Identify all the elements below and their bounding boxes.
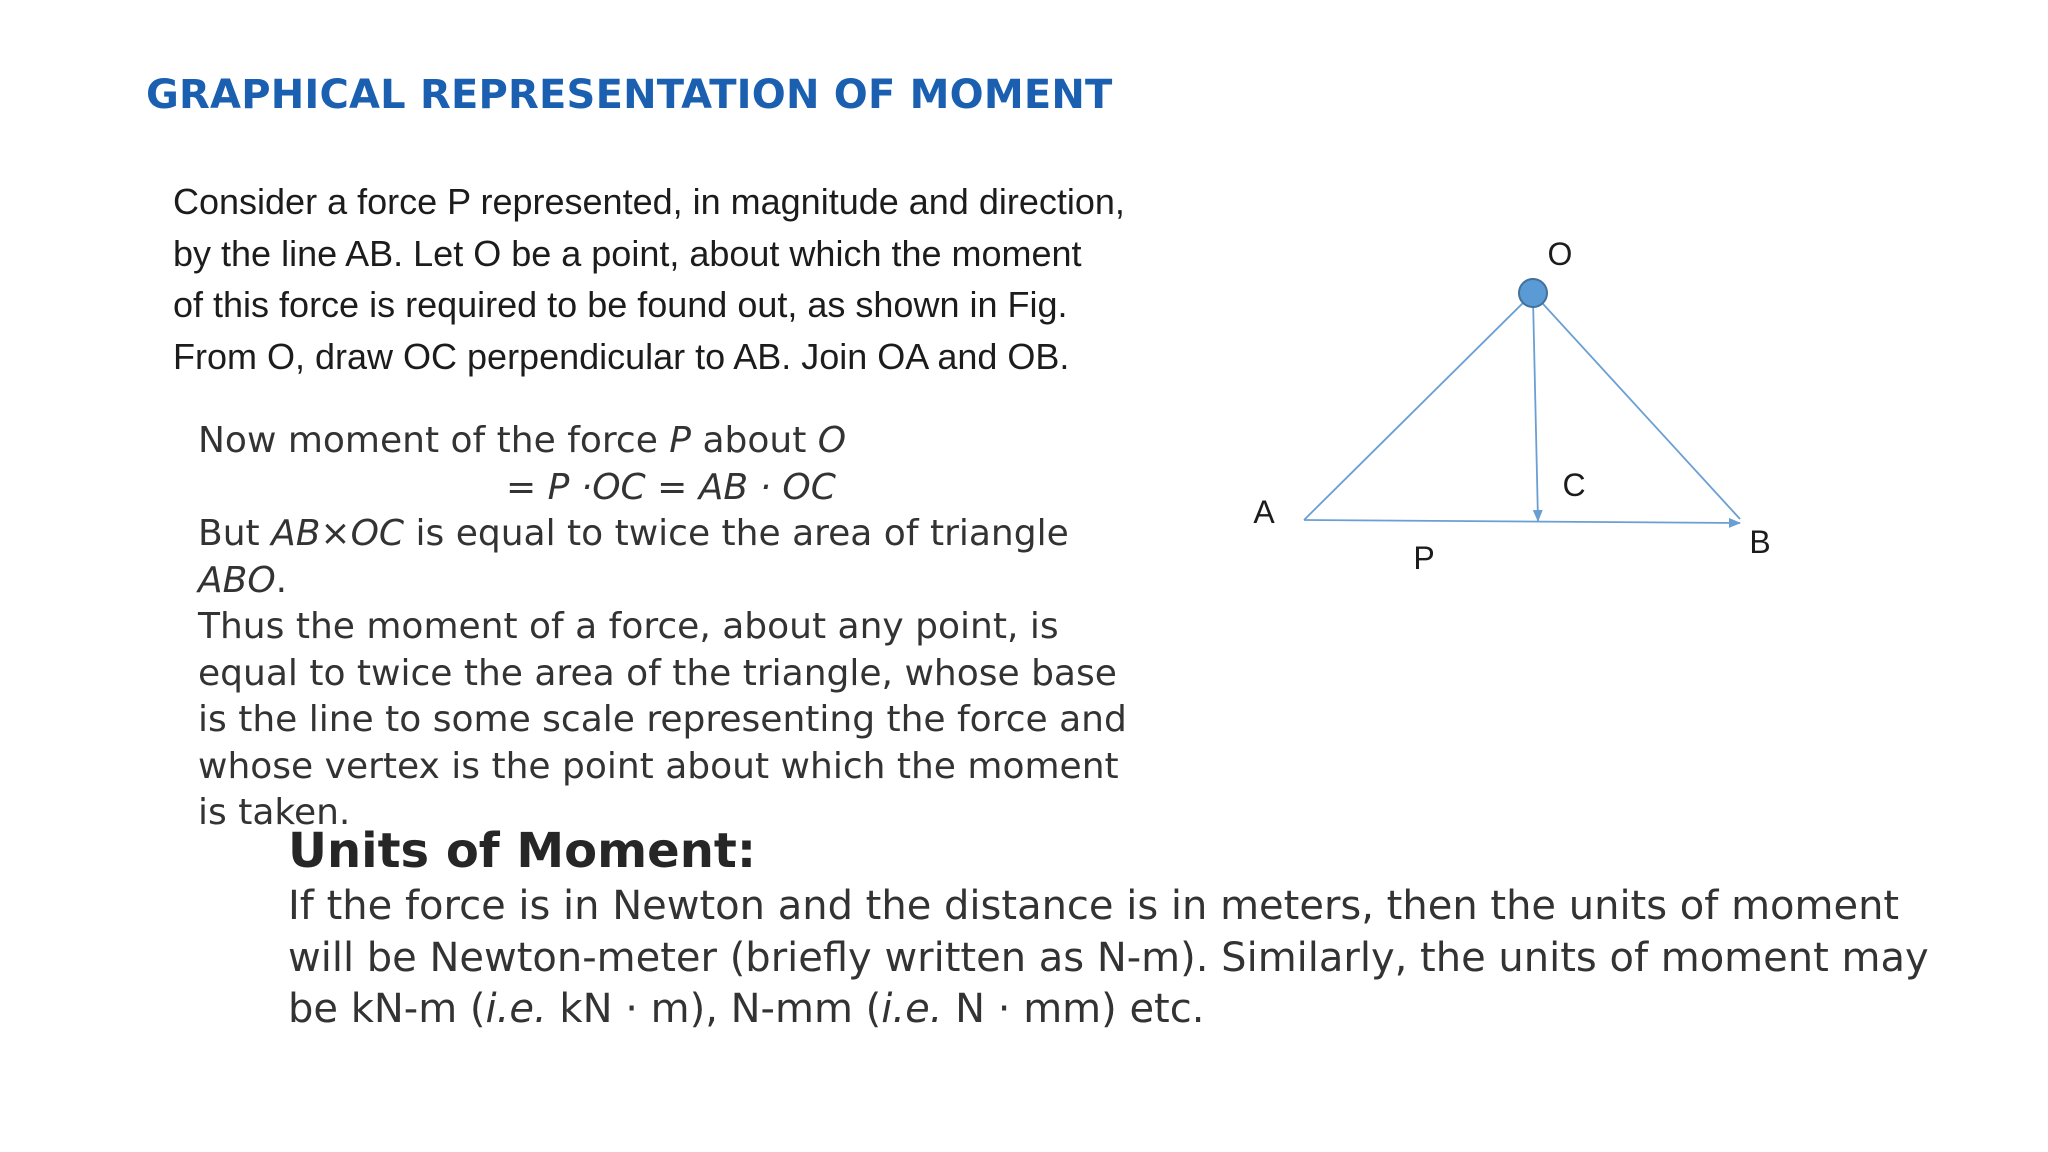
moment-text: But (198, 513, 272, 554)
intro-line: by the line AB. Let O be a point, about which the moment (173, 232, 1082, 274)
moment-equation (198, 465, 1158, 512)
moment-line: whose vertex is the point about which the moment (198, 745, 1119, 787)
units-line: If the force is in Newton and the distance is in meters, then the units of moment (288, 883, 1900, 929)
var-o: O (817, 420, 847, 461)
label-b: B (1749, 524, 1771, 560)
moment-line: is the line to some scale representing the force and (198, 699, 1127, 740)
moment-line (198, 511, 1158, 558)
moment-explanation (198, 418, 1158, 837)
line-oa (1304, 293, 1533, 520)
times-sign: × (320, 513, 351, 554)
moment-line (198, 558, 1158, 605)
point-o (1519, 279, 1547, 307)
label-a: A (1253, 494, 1275, 530)
moment-triangle-diagram (1220, 230, 1800, 600)
label-c: C (1562, 467, 1586, 503)
moment-line (198, 418, 1158, 465)
moment-line: equal to twice the area of the triangle, whose base (198, 652, 1117, 694)
var-p: P (669, 420, 692, 461)
moment-text: about (691, 420, 818, 461)
units-heading: Units of Moment: (288, 823, 757, 879)
var-ab: AB (271, 513, 321, 554)
units-line (288, 984, 2008, 1036)
moment-text: . (275, 559, 288, 601)
var-abo: ABO (198, 559, 276, 601)
intro-paragraph (173, 176, 1253, 382)
equation-text: = P ·OC = AB · OC (506, 466, 836, 508)
units-text: kN · m), N-mm ( (546, 986, 882, 1032)
moment-text: Now moment of the force (198, 420, 670, 461)
intro-line: From O, draw OC perpendicular to AB. Join OA and OB. (173, 335, 1070, 377)
var-oc: OC (350, 513, 405, 554)
units-text: be kN-m ( (288, 986, 486, 1032)
ie-abbrev: i.e. (485, 986, 547, 1032)
intro-line: of this force is required to be found out, as shown in Fig. (173, 284, 1068, 325)
page-title: GRAPHICAL REPRESENTATION OF MOMENT (146, 72, 1113, 118)
ie-abbrev: i.e. (881, 986, 943, 1032)
units-text: N · mm) etc. (942, 986, 1205, 1032)
moment-line: is taken. (198, 792, 351, 833)
label-p: P (1413, 540, 1435, 576)
label-o: O (1547, 236, 1573, 272)
line-ab-force-arrow (1304, 520, 1740, 523)
line-oc-arrow (1533, 298, 1538, 521)
units-paragraph (288, 881, 2008, 1036)
moment-line: Thus the moment of a force, about any point, is (198, 606, 1059, 647)
intro-line: Consider a force P represented, in magnitude and direction, (173, 181, 1125, 222)
moment-text: is equal to twice the area of triangle (404, 513, 1069, 554)
units-line: will be Newton-meter (briefly written as N-m). Similarly, the units of moment may (288, 934, 1929, 981)
